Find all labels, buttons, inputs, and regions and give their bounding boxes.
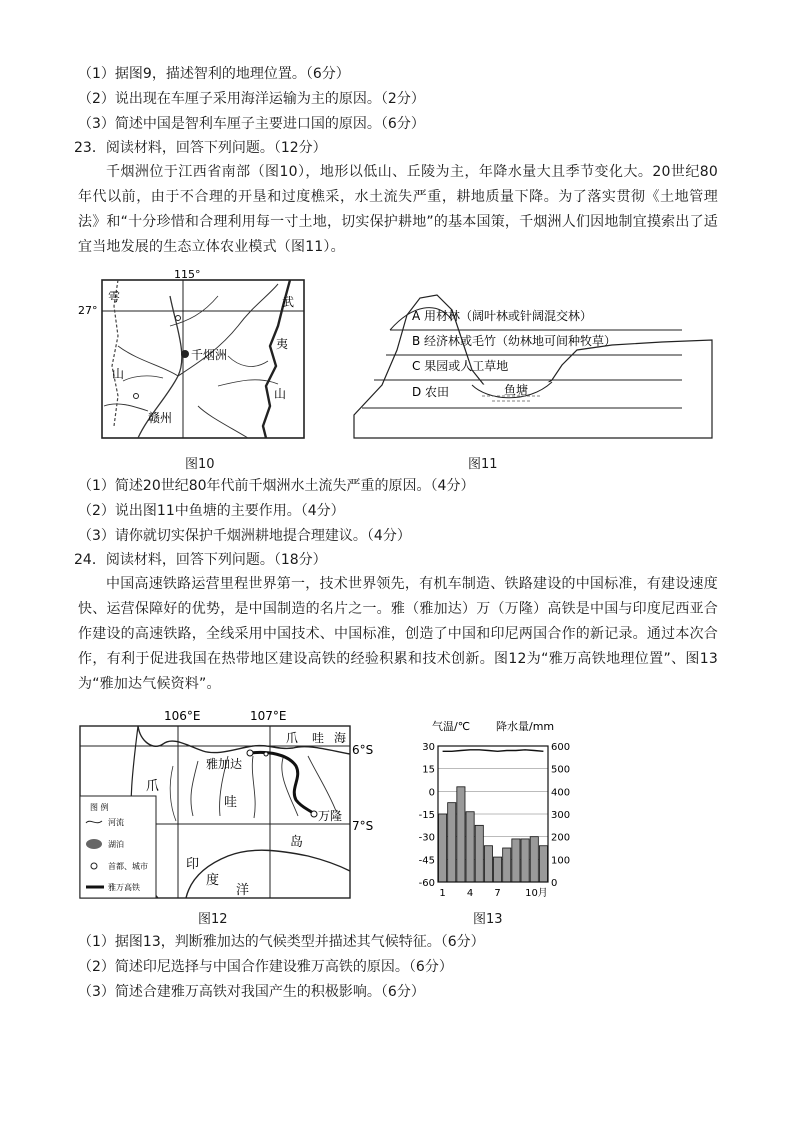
- precipitation-bar-5: [475, 825, 483, 882]
- fig12-label-hai: 海: [334, 731, 347, 745]
- y-right-tick: 500: [551, 764, 571, 776]
- precipitation-bar-9: [512, 839, 520, 882]
- fig10-lat-label: 27°: [78, 304, 98, 317]
- y-left-tick: 0: [428, 787, 435, 799]
- fig10-label-shan2: 山: [274, 387, 287, 401]
- precipitation-bar-6: [484, 846, 492, 882]
- y-left-tick: 30: [422, 742, 435, 753]
- y-left-tick: -30: [418, 832, 435, 844]
- figure-10-caption: 图10: [185, 457, 215, 472]
- precipitation-bar-1: [439, 814, 447, 882]
- figure-11-diagram: [352, 290, 714, 440]
- fig10-label-ganzhou: 赣州: [148, 411, 173, 425]
- fig12-label-wa2: 哇: [224, 795, 238, 810]
- q22-sub-1: （1）据图9，描述智利的地理位置。（6分）: [78, 66, 350, 82]
- q23-sub-3: （3）请你就切实保护千烟洲耕地提合理建议。（4分）: [78, 528, 411, 544]
- q24-sub-3: （3）简述合建雅万高铁对我国产生的积极影响。（6分）: [78, 984, 425, 1000]
- fig12-lat2: 7°S: [352, 819, 374, 833]
- x-tick: 7: [494, 888, 501, 899]
- fig12-bandung: 万隆: [318, 809, 343, 823]
- temperature-line: [443, 750, 544, 752]
- figure-10-map: [78, 266, 314, 444]
- q24-sub-2: （2）简述印尼选择与中国合作建设雅万高铁的原因。（6分）: [78, 959, 453, 975]
- fig12-label-dao: 岛: [290, 835, 304, 850]
- precipitation-bar-3: [457, 787, 465, 882]
- y-right-tick: 200: [551, 832, 571, 844]
- figure-11-caption: 图11: [468, 457, 498, 472]
- y-left-label: 气温/℃: [432, 720, 471, 733]
- fig11-layer-d: D 农田: [412, 385, 450, 399]
- q23-title: 23．阅读材料，回答下列问题。（12分）: [74, 140, 327, 156]
- fig12-lat1: 6°S: [352, 743, 374, 757]
- fig10-label-yi: 夷: [276, 337, 289, 351]
- precipitation-bar-11: [530, 837, 538, 882]
- x-tick: 10月: [525, 888, 548, 899]
- fig12-label-yin: 印: [186, 857, 200, 872]
- q24-title: 24．阅读材料，回答下列问题。（18分）: [74, 552, 327, 568]
- figure-13-climate-chart: [410, 716, 582, 900]
- q24-sub-1: （1）据图13，判断雅加达的气候类型并描述其气候特征。（6分）: [78, 934, 485, 950]
- fig10-label-yu: 雩: [108, 290, 121, 304]
- fig10-lon-label: 115°: [174, 268, 201, 281]
- y-right-tick: 400: [551, 787, 571, 799]
- y-right-tick: 600: [551, 742, 571, 753]
- precipitation-bar-2: [448, 803, 456, 882]
- fig12-label-du: 度: [206, 873, 220, 888]
- q23-sub-1: （1）简述20世纪80年代前千烟洲水土流失严重的原因。（4分）: [78, 478, 475, 494]
- legend-title: 图 例: [90, 803, 109, 812]
- figure-12-map: [78, 706, 380, 902]
- y-right-tick: 0: [551, 878, 558, 889]
- fig11-layer-b: B 经济林或毛竹（幼林地可间种牧草）: [412, 334, 617, 348]
- fig10-label-qianyanzhou: 千烟洲: [191, 348, 228, 362]
- fig11-pond-label: 鱼塘: [504, 383, 529, 397]
- fig12-label-yang: 洋: [236, 883, 250, 898]
- fig12-label-zhao2: 爪: [146, 779, 160, 794]
- y-left-tick: 15: [422, 764, 435, 776]
- x-tick: 4: [466, 888, 474, 899]
- legend-city: 首都、城市: [108, 862, 148, 871]
- fig12-legend: [80, 796, 156, 898]
- q24-material: 中国高速铁路运营里程世界第一，技术世界领先，有机车制造、铁路建设的中国标准，有建设速度快、运营保障好的优势，是中国制造的名片之一。雅（雅加达）万（万隆）高铁是中国与印度尼西亚合作建设的高速铁路，全线采用中国技术、中国标准，创造了中国和印尼两国合作的新记录。通过本次合作，有利于促进我国在热带地区建设高铁的经验积累和技术创新。图12为“雅万高铁地理位置”、图13为“雅加达气候资料”。: [78, 576, 718, 692]
- q23-material: 千烟洲位于江西省南部（图10），地形以低山、丘陵为主，年降水量大且季节变化大。20世纪80年代以前，由于不合理的开垦和过度樵采，水土流失严重，耕地质量下降。为了落实贯彻《土地管理法》和“十分珍惜和合理利用每一寸土地，切实保护耕地”的基本国策，千烟洲人们因地制宜摸索出了适宜当地发展的生态立体农业模式（图11）。: [78, 164, 718, 255]
- precipitation-bar-10: [521, 839, 529, 882]
- y-left-tick: -15: [418, 810, 435, 821]
- fig12-label-zhao1: 爪: [286, 731, 299, 745]
- q22-sub-3: （3）简述中国是智利车厘子主要进口国的原因。（6分）: [78, 116, 425, 132]
- precipitation-bar-12: [539, 846, 547, 882]
- y-left-tick: -60: [418, 878, 435, 889]
- legend-railway: 雅万高铁: [108, 883, 140, 892]
- legend-river: 河流: [108, 818, 124, 827]
- q23-sub-2: （2）说出图11中鱼塘的主要作用。（4分）: [78, 503, 345, 519]
- fig11-layer-c: C 果园或人工草地: [412, 359, 509, 373]
- q22-sub-2: （2）说出现在车厘子采用海洋运输为主的原因。（2分）: [78, 91, 425, 107]
- figure-13-caption: 图13: [473, 912, 503, 927]
- precipitation-bar-7: [494, 857, 502, 882]
- fig12-jakarta: 雅加达: [206, 757, 243, 771]
- fig11-layer-a: A 用材林（阔叶林或针阔混交林）: [412, 309, 593, 323]
- fig10-label-wu: 武: [282, 295, 295, 309]
- fig12-lon2: 107°E: [250, 709, 287, 723]
- y-right-tick: 100: [551, 855, 571, 867]
- fig12-lon1: 106°E: [164, 709, 201, 723]
- precipitation-bar-4: [466, 812, 474, 882]
- figure-12-caption: 图12: [198, 912, 228, 927]
- y-right-label: 降水量/mm: [496, 720, 555, 733]
- precipitation-bar-8: [503, 848, 511, 882]
- qianyanzhou-dot: [181, 350, 189, 358]
- fig10-label-shan1: 山: [112, 367, 125, 381]
- y-right-tick: 300: [551, 810, 571, 821]
- legend-lake: 湖泊: [108, 840, 124, 849]
- fig12-label-wa1: 哇: [312, 731, 325, 745]
- y-left-tick: -45: [418, 855, 435, 867]
- x-tick: 1: [439, 888, 446, 899]
